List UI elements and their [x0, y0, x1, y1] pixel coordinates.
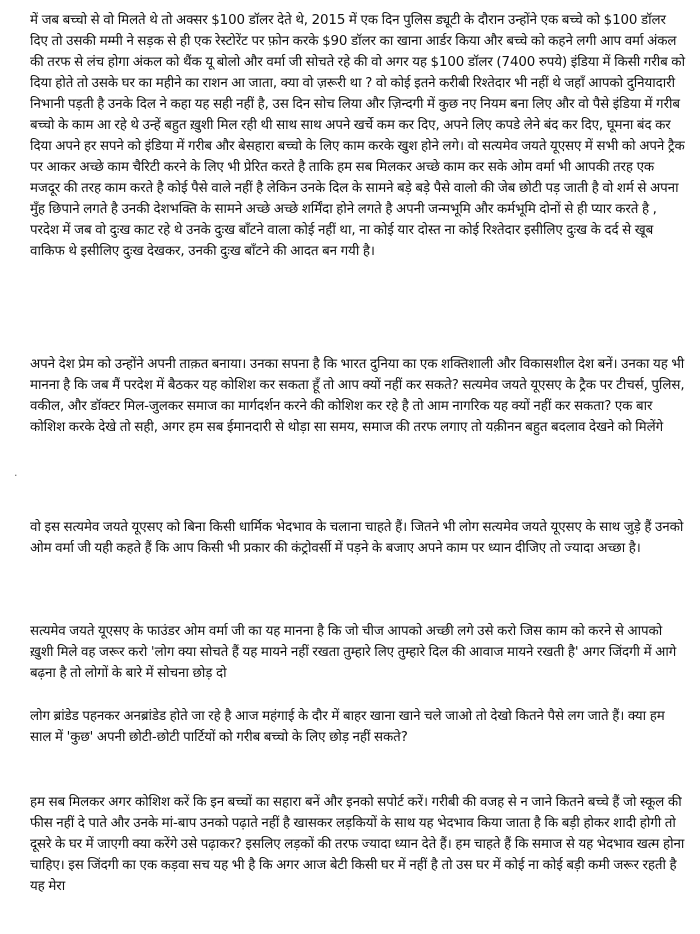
paragraph-desh-prem: अपने देश प्रेम को उन्होंने अपनी ताक़त बनाया। उनका सपना है कि भारत दुनिया का एक शक्तिशाली और विकासशील देश बनें। उनका यह भी मानना है कि जब मैं परदेश में बैठकर यह कोशिश कर सकता हूँ तो आप क्यों नहीं कर सकते? सत्यमेव जयते यूएसए के ट्रैक पर टीचर्स, पुलिस, वकील, और डॉक्टर मिल-जुलकर समाज का मार्गदर्शन करने की कोशिश कर रहे है तो आम नागरिक यह क्यों नहीं कर सकता? एक बार कोशिश करके देखे तो सही, अगर हम सब ईमानदारी से थोड़ा सा समय, समाज की तरफ लगाए तो यक़ीनन बहुत बदलाव देखने को मिलेंगे	[30, 357, 685, 435]
paragraph-branded: लोग ब्रांडेड पहनकर अनब्रांडेड होते जा रहे है आज महंगाई के दौर में बाहर खाना खाने चले जाओ तो देखो कितने पैसे लग जाते हैं। क्या हम साल में 'कुछ' अपनी छोटी-छोटी पार्टियों को गरीब बच्चो के लिए छोड़ नहीं सकते?	[30, 709, 665, 745]
paragraph-support-children: हम सब मिलकर अगर कोशिश करें कि इन बच्चों का सहारा बनें और इनको सपोर्ट करें। गरीबी की वजह से न जाने कितने बच्चे हैं जो स्कूल की फीस नहीं दे पाते और उनके मां-बाप उनको पढ़ाते नहीं है खासकर लड़कियों के साथ यह भेदभाव किया जाता है कि बड़ी होकर शादी होगी तो दूसरे के घर में जाएगी क्या करेंगे उसे पढ़ाकर? इसलिए लड़कों की तरफ ज्यादा ध्यान देते हैं। हम चाहते हैं कि समाज से यह भेदभाव खत्म होना चाहिए। इस जिंदगी का एक कड़वा सच यह भी है कि अगर आज बेटी किसी घर में नहीं है तो उस घर में कोई ना कोई बड़ी कमी जरूर रहती है यह मेरा	[30, 795, 685, 894]
paragraph-charity-story: में जब बच्चो से वो मिलते थे तो अक्सर $100 डॉलर देते थे, 2015 में एक दिन पुलिस ड्यूटी के दौरान उन्होंने एक बच्चे को $100 डॉलर दिए तो उसकी मम्मी ने सड़क से ही एक रेस्टोरेंट पर फ़ोन करके $90 डॉलर का खाना आर्डर किया और बच्चे को कहने लगी आप वर्मा अंकल की तरफ से लंच होगा अंकल को थैंक यू बोलो और वर्मा जी सोचते रहे की वो अगर यह $100 डॉलर (7400 रुपये) इंडिया में किसी गरीब को दिया होते तो उसके घर का महीने का राशन आ जाता, क्या वो ज़रूरी था ? वो कोई इतने करीबी रिश्तेदार भी नहीं थे जहाँ आपको दुनियादारी निभानी पड़ती है उनके दिल ने कहा यह सही नहीं है, उस दिन सोच लिया और ज़िन्दगी में कुछ नए नियम बना लिए और वो पैसे इंडिया में गरीब बच्चो के काम आ रहे थे उन्हें बहुत ख़ुशी मिल रही थी साथ साथ अपने खर्चे कम कर दिए, अपने लिए कपडे लेने बंद कर दिए, घूमना बंद कर दिया अपने हर सपने को इंडिया में गरीब और बेसहारा बच्चो के लिए काम करके खुश होने लगे। वो सत्यमेव जयते यूएसए में सभी को अपने ट्रैक पर आकर अच्छे काम चैरिटी करने के लिए भी प्रेरित करते है ताकि हम सब मिलकर अच्छे काम कर सके ओम वर्मा भी आपकी तरह एक मजदूर की तरह काम करते है कोई पैसे वाले नहीं है लेकिन उनके दिल के सामने बड़े बड़े पैसे वालो की जेब छोटी पड़ जाती है वो शर्म से अपना मुँह छिपाने लगते है उनकी देशभक्ति के सामने अच्छे अच्छे शर्मिंदा होने लगते है अपनी जन्मभूमि और कर्मभूमि दोनों से ही प्यार करते है , परदेश में जब वो दुःख काट रहे थे उनके दुःख बाँटने वाला कोई नहीं था, ना कोई यार दोस्त ना कोई रिश्तेदार इसीलिए दुःख के दर्द से खूब वाकिफ थे इसीलिए दुःख देखकर, उनकी दुःख बाँटने की आदत बन गयी है।	[30, 13, 685, 259]
paragraph-no-religious-bias: वो इस सत्यमेव जयते यूएसए को बिना किसी धार्मिक भेदभाव के चलाना चाहते हैं। जितने भी लोग सत्यमेव जयते यूएसए के साथ जुड़े हैं उनको ओम वर्मा जी यही कहते हैं कि आप किसी भी प्रकार की कंट्रोवर्सी में पड़ने के बजाए अपने काम पर ध्यान दीजिए तो ज्यादा अच्छा है।	[30, 520, 684, 556]
paragraph-founder-belief: सत्यमेव जयते यूएसए के फाउंडर ओम वर्मा जी का यह मानना है कि जो चीज आपको अच्छी लगे उसे करो जिस काम को करने से आपको ख़ुशी मिले वह जरूर करो 'लोग क्या सोचते हैं यह मायने नहीं रखता तुम्हारे लिए तुम्हारे दिल की आवाज मायने रखती है' अगर जिंदगी में आगे बढ़ना है तो लोगों के बारे में सोचना छोड़ दो	[30, 624, 677, 681]
stray-mark: ·	[14, 469, 18, 482]
